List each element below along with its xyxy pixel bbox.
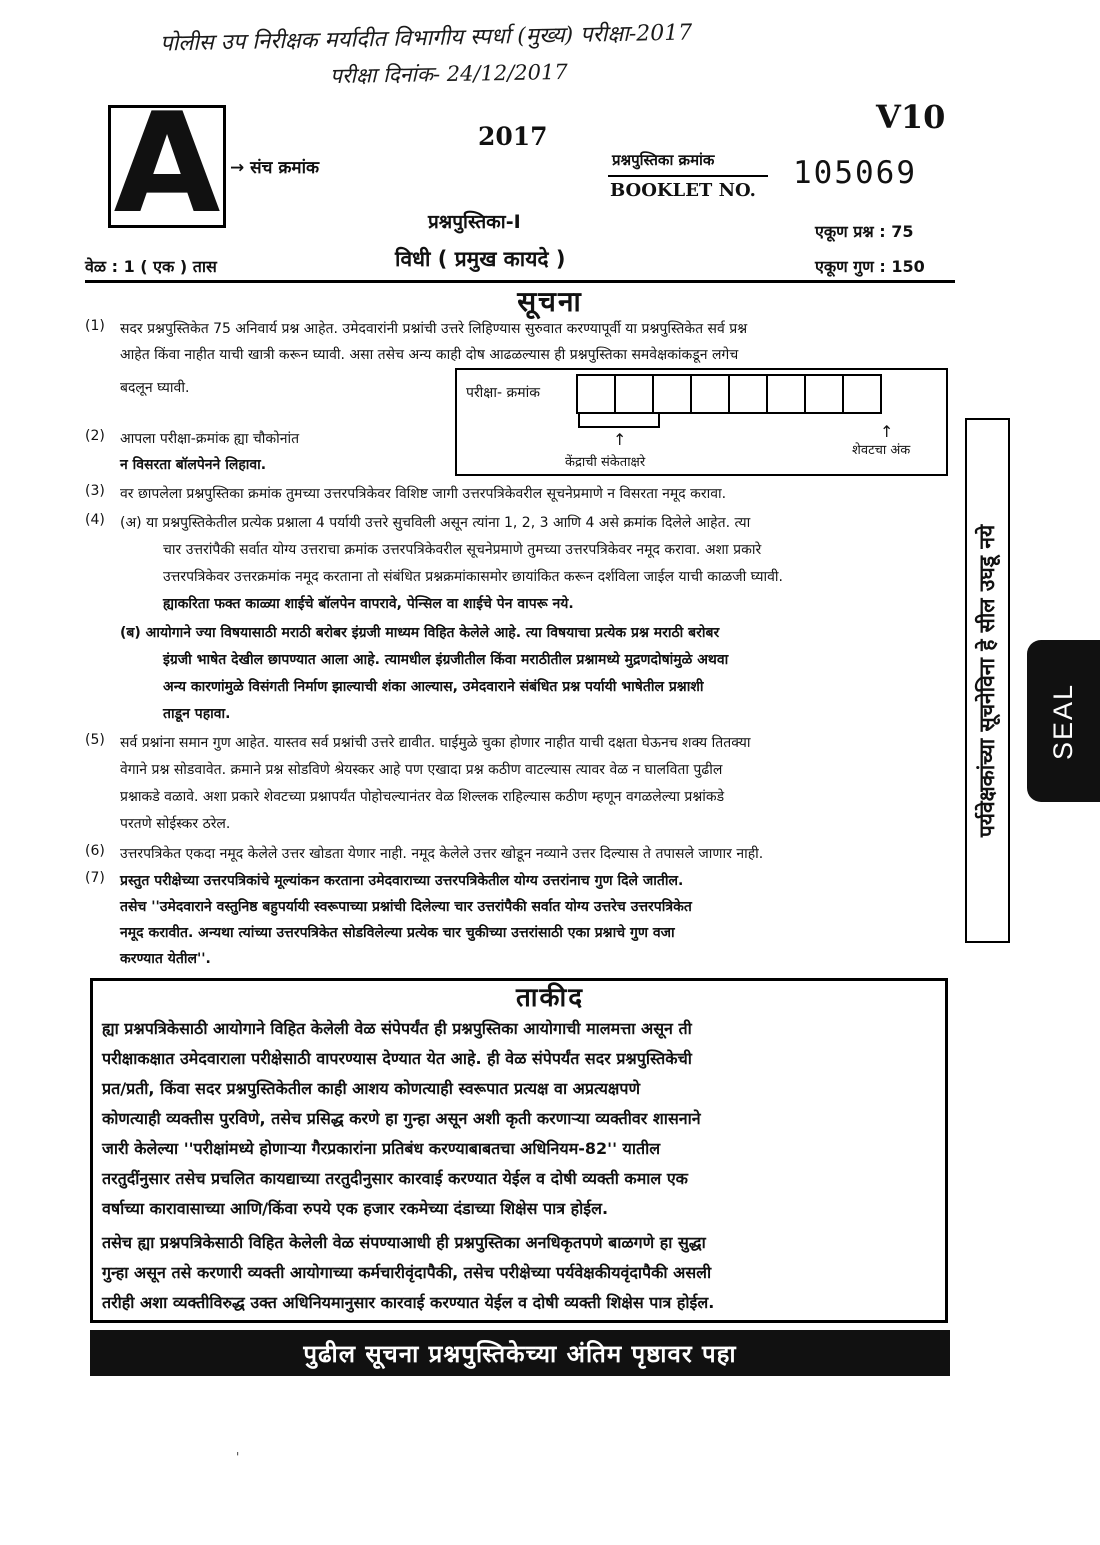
instruction-line: परतणे सोईस्कर ठरेल. (120, 816, 231, 832)
arrow-up-icon: ↑ (613, 430, 627, 449)
subject-title: विधी ( प्रमुख कायदे ) (395, 247, 566, 271)
warning-line: तरीही अशा व्यक्तीविरुद्ध उक्त अधिनियमानुसार कारवाई करण्यात येईल व दोषी व्यक्ती शिक्षेस पात्र होईल. (102, 1293, 715, 1312)
instruction-line: इंग्रजी भाषेत देखील छापण्यात आला आहे. त्यामधील इंग्रजीतील किंवा मराठीतील प्रश्नामध्ये मुद्रणदोषांमुळे अथवा (163, 652, 729, 668)
seal-warning-text: पर्यवेक्षकांच्या सूचनेविना हे सील उघडू नये (975, 524, 1000, 837)
instruction-line: तसेच ''उमेदवाराने वस्तुनिष्ठ बहुपर्यायी स्वरूपाच्या प्रश्नांची दिलेल्या चार उत्तरांपैकी सर्वात योग्य उत्तरेच उत्तरपत्रिकेत (120, 899, 692, 915)
warning-line: तरतुदींनुसार तसेच प्रचलित कायद्याच्या तरतुदीनुसार कारवाई करण्यात येईल व दोषी व्यक्ती कमाल एक (102, 1169, 688, 1188)
item-number: (7) (85, 870, 105, 886)
warning-line: गुन्हा असून तसे करणारी व्यक्ती आयोगाच्या कर्मचारीवृंदापैकी, तसेच परीक्षेच्या पर्यवेक्षकीयवृंदापैकी असली (102, 1263, 712, 1282)
center-code-label: केंद्राची संकेताक्षरे (565, 455, 646, 470)
warning-line: वर्षाच्या कारावासाच्या आणि/किंवा रुपये एक हजार रकमेच्या दंडाच्या शिक्षेस पात्र होईल. (102, 1199, 609, 1218)
instruction-line: अन्य कारणांमुळे विसंगती निर्माण झाल्याची शंका आल्यास, उमेदवाराने संबंधित प्रश्न पर्यायी भाषेतील प्रश्नाशी (163, 679, 704, 695)
warning-line: परीक्षाकक्षात उमेदवाराला परीक्षेसाठी वापरण्यास देण्यात येत आहे. ही वेळ संपेपर्यंत सदर प्रश्नपुस्तिकेची (102, 1049, 692, 1068)
item-number: (1) (85, 318, 105, 334)
instruction-line: वेगाने प्रश्न सोडवावेत. क्रमाने प्रश्न सोडविणे श्रेयस्कर आहे पण एखादा प्रश्न कठीण वाटल्यास त्यावर वेळ न घालविता पुढील (120, 762, 723, 778)
handwritten-exam-date: परीक्षा दिनांक- 24/12/2017 (329, 59, 568, 89)
instruction-line: उत्तरपत्रिकेवर उत्तरक्रमांक नमूद करताना तो संबंधित प्रश्नक्रमांकासमोर छायांकित करून दर्शविला जाईल याची काळजी घ्यावी. (163, 569, 783, 585)
roll-digit-cell[interactable] (728, 374, 768, 414)
seal-label: SEAL (1048, 682, 1079, 760)
instruction-line: करण्यात येतील''. (120, 951, 211, 967)
booklet-number: 105069 (793, 155, 917, 191)
arrow-up-icon: ↑ (880, 422, 894, 441)
last-digit-label: शेवटचा अंक (852, 443, 911, 458)
instruction-line: (ब) आयोगाने ज्या विषयासाठी मराठी बरोबर इंग्रजी माध्यम विहित केलेले आहे. त्या विषयाचा प्रत्येक प्रश्न मराठी बरोबर (120, 625, 720, 641)
paper-title: प्रश्नपुस्तिका-I (428, 211, 521, 233)
instruction-line: उत्तरपत्रिकेत एकदा नमूद केलेले उत्तर खोडता येणार नाही. नमूद केलेले उत्तर खोडून नव्याने उत्तर दिल्यास ते तपासले जाणार नाही. (120, 846, 764, 862)
roll-digit-cell[interactable] (842, 374, 882, 414)
item-number: (3) (85, 483, 105, 499)
version-code: V10 (876, 98, 946, 136)
instructions-heading: सूचना (517, 285, 583, 318)
handwritten-exam-title: पोलीस उप निरीक्षक मर्यादीत विभागीय स्पर्धा (मुख्य) परीक्षा-2017 (159, 20, 693, 57)
warning-line: जारी केलेल्या ''परीक्षांमध्ये होणाऱ्या गैरप्रकारांना प्रतिबंध करण्याबाबतचा अधिनियम-82'' यातील (102, 1139, 661, 1158)
roll-digit-cell[interactable] (614, 374, 654, 414)
total-questions: एकूण प्रश्न : 75 (815, 222, 914, 241)
instruction-line: सदर प्रश्नपुस्तिकेत 75 अनिवार्य प्रश्न आहेत. उमेदवारांनी प्रश्नांची उत्तरे लिहिण्यास सुरुवात करण्यापूर्वी या प्रश्नपुस्तिकेत सर्व प्रश्न (120, 321, 748, 337)
instruction-line: आहेत किंवा नाहीत याची खात्री करून घ्यावी. असा तसेच अन्य काही दोष आढळल्यास ही प्रश्नपुस्तिका समवेक्षकांकडून लगेच (120, 347, 739, 363)
total-marks: एकूण गुण : 150 (815, 257, 925, 276)
roll-digit-cell[interactable] (766, 374, 806, 414)
item-number: (5) (85, 732, 105, 748)
roll-number-cells (578, 374, 882, 414)
footer-banner: पुढील सूचना प्रश्नपुस्तिकेच्या अंतिम पृष्ठावर पहा (90, 1330, 950, 1376)
warning-line: ह्या प्रश्नपत्रिकेसाठी आयोगाने विहित केलेली वेळ संपेपर्यंत ही प्रश्नपुस्तिका आयोगाची मालमत्ता असून ती (102, 1019, 692, 1038)
exam-duration: वेळ : 1 ( एक ) तास (85, 257, 217, 276)
instruction-line: ह्याकरिता फक्त काळ्या शाईचे बॉलपेन वापरावे, पेन्सिल वा शाईचे पेन वापरू नये. (163, 596, 574, 612)
set-code-letter: A (113, 82, 221, 244)
instruction-line: नमूद करावीत. अन्यथा त्यांच्या उत्तरपत्रिकेत सोडविलेल्या प्रत्येक चार चुकीच्या उत्तरांसाठी एका प्रश्नाचे गुण वजा (120, 925, 675, 941)
roll-digit-cell[interactable] (804, 374, 844, 414)
center-code-bracket (578, 414, 660, 428)
item-number: (2) (85, 428, 105, 444)
warning-title: ताकीद (515, 983, 585, 1013)
warning-line: प्रत/प्रती, किंवा सदर प्रश्नपुस्तिकेतील काही आशय कोणत्याही स्वरूपात प्रत्यक्ष वा अप्रत्यक्षपणे (102, 1079, 641, 1098)
instruction-line: बदलून घ्यावी. (120, 380, 190, 396)
item-number: (6) (85, 843, 105, 859)
instruction-line: प्रस्तुत परीक्षेच्या उत्तरपत्रिकांचे मूल्यांकन करताना उमेदवाराच्या उत्तरपत्रिकेतील योग्य उत्तरांनाच गुण दिले जातील. (120, 873, 684, 889)
exam-year: 2017 (478, 122, 548, 151)
set-code-box (108, 82, 226, 244)
instruction-line: ताडून पहावा. (163, 706, 231, 722)
warning-line: कोणत्याही व्यक्तीस पुरविणे, तसेच प्रसिद्ध करणे हा गुन्हा असून अशी कृती करणाऱ्या व्यक्तीवर शासनाने (102, 1109, 701, 1128)
seal-tab[interactable] (1027, 640, 1100, 802)
instruction-line: सर्व प्रश्नांना समान गुण आहेत. यास्तव सर्व प्रश्नांची उत्तरे द्यावीत. घाईमुळे चुका होणार नाहीत याची दक्षता घेऊनच शक्य तितक्या (120, 735, 751, 751)
booklet-label-english: BOOKLET NO. (610, 180, 756, 201)
seal-warning-panel (965, 418, 1010, 943)
roll-digit-cell[interactable] (690, 374, 730, 414)
item-number: (4) (85, 512, 105, 528)
instruction-line: चार उत्तरांपैकी सर्वात योग्य उत्तराचा क्रमांक उत्तरपत्रिकेवरील सूचनेप्रमाणे तुमच्या उत्तरपत्रिकेवर नमूद करावा. अशा प्रकारे (163, 542, 762, 558)
instruction-line: आपला परीक्षा-क्रमांक ह्या चौकोनांत (120, 431, 300, 447)
instruction-line: प्रश्नाकडे वळावे. अशा प्रकारे शेवटच्या प्रश्नापर्यंत पोहोचल्यानंतर वेळ शिल्लक राहिल्यास कठीण म्हणून वगळलेल्या प्रश्नांकडे (120, 789, 725, 805)
instruction-line: वर छापलेला प्रश्नपुस्तिका क्रमांक तुमच्या उत्तरपत्रिकेवर विशिष्ट जागी उत्तरपत्रिकेवरील सूचनेप्रमाणे न विसरता नमूद करावा. (120, 486, 727, 502)
booklet-label-marathi: प्रश्नपुस्तिका क्रमांक (612, 151, 715, 169)
instruction-line: (अ) या प्रश्नपुस्तिकेतील प्रत्येक प्रश्नाला 4 पर्यायी उत्तरे सुचविली असून त्यांना 1, 2, 3 आणि 4 असे क्रमांक दिलेले आहेत. त्या (120, 515, 751, 531)
roll-digit-cell[interactable] (652, 374, 692, 414)
instruction-line: न विसरता बॉलपेनने लिहावा. (120, 457, 267, 473)
roll-number-label: परीक्षा- क्रमांक (466, 385, 540, 401)
set-code-label: → संच क्रमांक (230, 158, 320, 178)
warning-line: तसेच ह्या प्रश्नपत्रिकेसाठी विहित केलेली वेळ संपण्याआधी ही प्रश्नपुस्तिका अनधिकृतपणे बाळगणे हा सुद्धा (102, 1233, 706, 1252)
booklet-label-divider (608, 175, 768, 177)
roll-digit-cell[interactable] (576, 374, 616, 414)
stray-mark: ' (236, 1450, 240, 1464)
